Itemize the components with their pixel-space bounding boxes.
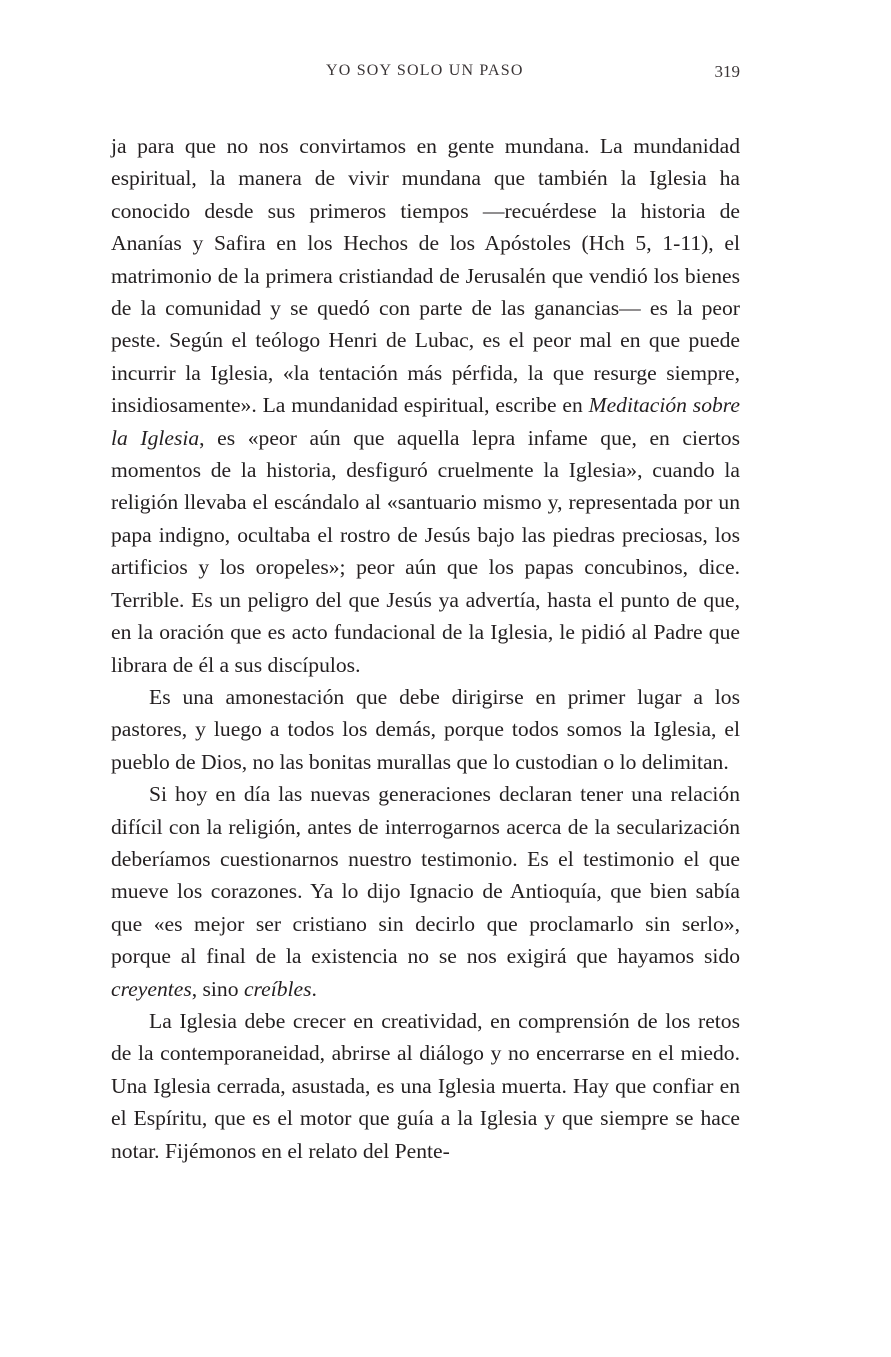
paragraph-4 bbox=[111, 1005, 740, 1167]
page-number: 319 bbox=[714, 62, 740, 81]
body-text bbox=[111, 130, 740, 1167]
paragraph-3-text-a: Si hoy en día las nuevas generaciones declaran tener una relación difícil con la religión, antes de interrogarnos acerca de la secularización deberíamos cuestionarnos nuestro testimonio. Es el testimonio el que mueve los corazones. Ya lo dijo Ignacio de Antioquía, que bien sabía que «es mejor ser cristiano sin decirlo que proclamarlo sin serlo», porque al final de la existencia no se nos exigirá que hayamos sido bbox=[111, 782, 740, 969]
paragraph-3 bbox=[111, 778, 740, 1005]
paragraph-4-text: La Iglesia debe crecer en creatividad, en comprensión de los retos de la contemporaneidad, abrirse al diálogo y no encerrarse en el miedo. Una Iglesia cerrada, asustada, es una Iglesia muerta. Hay que confiar en el Espíritu, que es el motor que guía a la Iglesia y que siempre se hace notar. Fijémonos en el relato del Pente- bbox=[111, 1008, 740, 1163]
paragraph-2 bbox=[111, 681, 740, 778]
paragraph-1-text-b: , es «peor aún que aquella lepra infame que, en ciertos momentos de la historia, desfiguró cruelmente la Iglesia», cuando la religión llevaba el escándalo al «santuario mismo y, representada por un papa indigno, ocultaba el rostro de Jesús bajo las piedras preciosas, los artificios y los oropeles»; peor aún que los papas concubinos, dice. Terrible. Es un peligro del que Jesús ya advertía, hasta el punto de que, en la oración que es acto fundacional de la Iglesia, le pidió al Padre que librara de él a sus discípulos. bbox=[111, 425, 740, 677]
creyentes-italic: creyentes bbox=[111, 976, 192, 1001]
running-head bbox=[0, 62, 891, 86]
running-title: YO SOY SOLO UN PASO bbox=[326, 62, 524, 79]
paragraph-1-text-a: ja para que no nos convirtamos en gente mundana. La mundanidad espiritual, la manera de vivir mundana que también la Iglesia ha conocido desde sus primeros tiempos —recuérdese la historia de Ananías y Safira en los Hechos de los Apóstoles (Hch 5, 1-11), el matrimonio de la primera cristiandad de Jerusalén que vendió los bienes de la comunidad y se quedó con parte de las ganancias— es la peor peste. Según el teólogo Henri de Lubac, es el peor mal en que puede incurrir la Iglesia, «la tentación más pérfida, la que resurge siempre, insidiosamente». La mundanidad espiritual, escribe en bbox=[111, 134, 740, 418]
paragraph-3-text-b: , sino bbox=[191, 976, 244, 1001]
book-title-italic: Meditación sobre la Iglesia bbox=[111, 393, 740, 450]
paragraph-2-text: Es una amonestación que debe dirigirse en primer lugar a los pastores, y luego a todos los demás, porque todos somos la Iglesia, el pueblo de Dios, no las bonitas murallas que lo custodian o lo delimitan. bbox=[111, 684, 740, 774]
paragraph-3-text-c: . bbox=[311, 976, 317, 1001]
creibles-italic: creíbles bbox=[243, 976, 312, 1001]
paragraph-1 bbox=[111, 130, 740, 681]
